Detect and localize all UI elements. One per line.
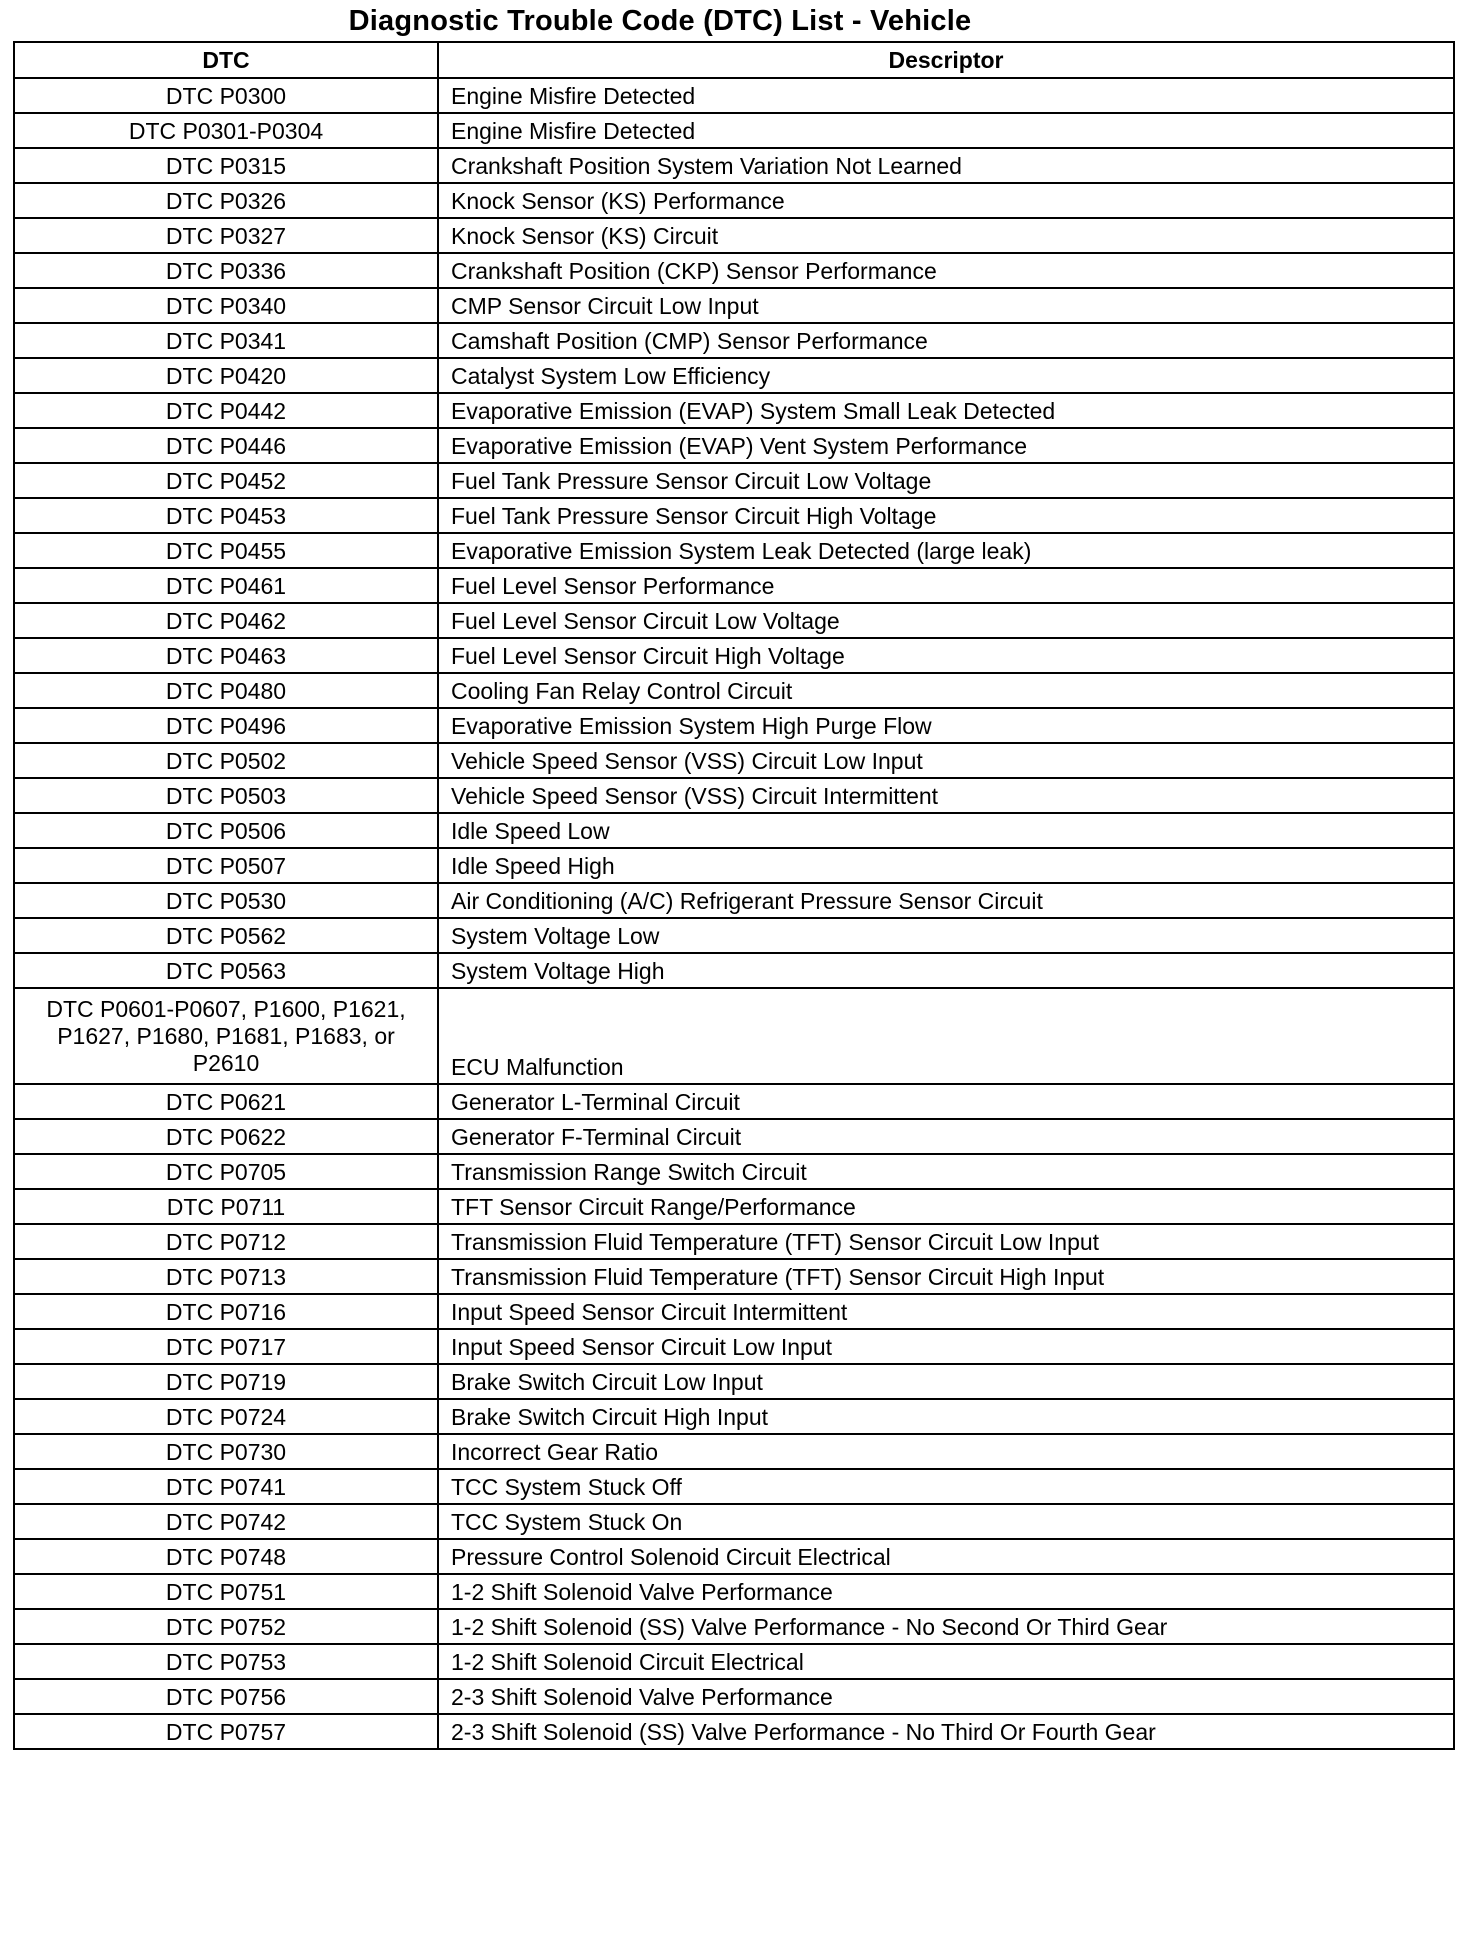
- table-row: [14, 708, 1454, 743]
- table-row: [14, 1644, 1454, 1679]
- table-row: [14, 1224, 1454, 1259]
- dtc-code-cell: DTC P0452: [14, 463, 438, 498]
- dtc-descriptor-cell: Idle Speed High: [438, 848, 1454, 883]
- table-row: [14, 1434, 1454, 1469]
- dtc-descriptor-cell: TCC System Stuck Off: [438, 1469, 1454, 1504]
- dtc-descriptor-cell: Generator L-Terminal Circuit: [438, 1084, 1454, 1119]
- dtc-descriptor-cell: Camshaft Position (CMP) Sensor Performance: [438, 323, 1454, 358]
- table-row: [14, 78, 1454, 113]
- dtc-descriptor-cell: Catalyst System Low Efficiency: [438, 358, 1454, 393]
- dtc-descriptor-cell: Transmission Range Switch Circuit: [438, 1154, 1454, 1189]
- page-title: Diagnostic Trouble Code (DTC) List - Vehicle: [348, 5, 972, 37]
- dtc-descriptor-cell: Input Speed Sensor Circuit Low Input: [438, 1329, 1454, 1364]
- table-row: [14, 1469, 1454, 1504]
- dtc-code-cell: DTC P0717: [14, 1329, 438, 1364]
- table-body: [14, 78, 1454, 1749]
- dtc-code-cell: DTC P0621: [14, 1084, 438, 1119]
- dtc-descriptor-cell: Fuel Level Sensor Circuit High Voltage: [438, 638, 1454, 673]
- dtc-code-cell: DTC P0496: [14, 708, 438, 743]
- dtc-code-cell: DTC P0711: [14, 1189, 438, 1224]
- dtc-code-cell: DTC P0446: [14, 428, 438, 463]
- dtc-descriptor-cell: Generator F-Terminal Circuit: [438, 1119, 1454, 1154]
- dtc-code-cell: DTC P0340: [14, 288, 438, 323]
- dtc-descriptor-cell: CMP Sensor Circuit Low Input: [438, 288, 1454, 323]
- dtc-code-cell: DTC P0705: [14, 1154, 438, 1189]
- table-row: [14, 1189, 1454, 1224]
- table-row: [14, 1574, 1454, 1609]
- table-row: [14, 183, 1454, 218]
- dtc-code-cell: DTC P0463: [14, 638, 438, 673]
- dtc-code-cell: DTC P0752: [14, 1609, 438, 1644]
- dtc-descriptor-cell: 1-2 Shift Solenoid Circuit Electrical: [438, 1644, 1454, 1679]
- table-row: [14, 883, 1454, 918]
- table-row: [14, 358, 1454, 393]
- dtc-descriptor-cell: Incorrect Gear Ratio: [438, 1434, 1454, 1469]
- dtc-code-cell: DTC P0461: [14, 568, 438, 603]
- dtc-code-cell: DTC P0719: [14, 1364, 438, 1399]
- dtc-code-cell: DTC P0716: [14, 1294, 438, 1329]
- table-row: [14, 1329, 1454, 1364]
- table-row: [14, 778, 1454, 813]
- table-row: [14, 533, 1454, 568]
- dtc-code-cell: DTC P0562: [14, 918, 438, 953]
- dtc-descriptor-cell: Pressure Control Solenoid Circuit Electrical: [438, 1539, 1454, 1574]
- dtc-descriptor-cell: 1-2 Shift Solenoid Valve Performance: [438, 1574, 1454, 1609]
- dtc-code-cell: DTC P0315: [14, 148, 438, 183]
- dtc-code-cell: DTC P0506: [14, 813, 438, 848]
- table-row: [14, 148, 1454, 183]
- dtc-descriptor-cell: Knock Sensor (KS) Performance: [438, 183, 1454, 218]
- dtc-code-cell: DTC P0455: [14, 533, 438, 568]
- dtc-code-cell: DTC P0420: [14, 358, 438, 393]
- dtc-descriptor-cell: Engine Misfire Detected: [438, 78, 1454, 113]
- table-row: [14, 1364, 1454, 1399]
- dtc-code-cell: DTC P0530: [14, 883, 438, 918]
- dtc-code-cell: DTC P0502: [14, 743, 438, 778]
- dtc-code-cell: DTC P0442: [14, 393, 438, 428]
- table-row: [14, 1154, 1454, 1189]
- dtc-code-cell: DTC P0622: [14, 1119, 438, 1154]
- dtc-descriptor-cell: Air Conditioning (A/C) Refrigerant Pressure Sensor Circuit: [438, 883, 1454, 918]
- dtc-code-cell: DTC P0713: [14, 1259, 438, 1294]
- dtc-descriptor-cell: Vehicle Speed Sensor (VSS) Circuit Low Input: [438, 743, 1454, 778]
- dtc-code-cell: DTC P0751: [14, 1574, 438, 1609]
- dtc-descriptor-cell: Evaporative Emission (EVAP) System Small Leak Detected: [438, 393, 1454, 428]
- dtc-descriptor-cell: Engine Misfire Detected: [438, 113, 1454, 148]
- dtc-descriptor-cell: Knock Sensor (KS) Circuit: [438, 218, 1454, 253]
- dtc-code-cell: DTC P0742: [14, 1504, 438, 1539]
- dtc-descriptor-cell: Crankshaft Position (CKP) Sensor Performance: [438, 253, 1454, 288]
- table-row: [14, 813, 1454, 848]
- column-header-dtc: DTC: [14, 42, 438, 78]
- dtc-code-cell: DTC P0480: [14, 673, 438, 708]
- dtc-descriptor-cell: Input Speed Sensor Circuit Intermittent: [438, 1294, 1454, 1329]
- dtc-descriptor-cell: Fuel Level Sensor Circuit Low Voltage: [438, 603, 1454, 638]
- table-row: [14, 673, 1454, 708]
- dtc-descriptor-cell: Vehicle Speed Sensor (VSS) Circuit Intermittent: [438, 778, 1454, 813]
- dtc-code-cell: DTC P0326: [14, 183, 438, 218]
- dtc-descriptor-cell: Evaporative Emission System Leak Detected (large leak): [438, 533, 1454, 568]
- table-row: [14, 1609, 1454, 1644]
- dtc-code-cell: DTC P0563: [14, 953, 438, 988]
- table-row: [14, 743, 1454, 778]
- table-row: [14, 323, 1454, 358]
- dtc-table: [13, 41, 1455, 1750]
- table-row: [14, 498, 1454, 533]
- dtc-descriptor-cell: TFT Sensor Circuit Range/Performance: [438, 1189, 1454, 1224]
- dtc-code-cell: DTC P0301-P0304: [14, 113, 438, 148]
- dtc-descriptor-cell: 2-3 Shift Solenoid (SS) Valve Performance - No Third Or Fourth Gear: [438, 1714, 1454, 1749]
- dtc-descriptor-cell: Brake Switch Circuit High Input: [438, 1399, 1454, 1434]
- table-row: [14, 253, 1454, 288]
- dtc-code-cell: DTC P0757: [14, 1714, 438, 1749]
- dtc-descriptor-cell: Crankshaft Position System Variation Not Learned: [438, 148, 1454, 183]
- dtc-code-cell: DTC P0336: [14, 253, 438, 288]
- dtc-code-cell: DTC P0453: [14, 498, 438, 533]
- dtc-code-cell: DTC P0327: [14, 218, 438, 253]
- dtc-descriptor-cell: Brake Switch Circuit Low Input: [438, 1364, 1454, 1399]
- dtc-code-cell: DTC P0741: [14, 1469, 438, 1504]
- table-row: [14, 113, 1454, 148]
- dtc-code-cell: DTC P0601-P0607, P1600, P1621, P1627, P1680, P1681, P1683, or P2610: [14, 988, 438, 1084]
- dtc-descriptor-cell: System Voltage Low: [438, 918, 1454, 953]
- table-row: [14, 848, 1454, 883]
- dtc-code-cell: DTC P0730: [14, 1434, 438, 1469]
- table-row: [14, 1714, 1454, 1749]
- column-header-descriptor: Descriptor: [438, 42, 1454, 78]
- dtc-descriptor-cell: 2-3 Shift Solenoid Valve Performance: [438, 1679, 1454, 1714]
- dtc-descriptor-cell: ECU Malfunction: [438, 988, 1454, 1084]
- dtc-descriptor-cell: 1-2 Shift Solenoid (SS) Valve Performance - No Second Or Third Gear: [438, 1609, 1454, 1644]
- table-row: [14, 638, 1454, 673]
- table-row: [14, 1679, 1454, 1714]
- table-row: [14, 1119, 1454, 1154]
- table-row: [14, 918, 1454, 953]
- table-row: [14, 1084, 1454, 1119]
- dtc-code-cell: DTC P0748: [14, 1539, 438, 1574]
- dtc-code-cell: DTC P0724: [14, 1399, 438, 1434]
- table-row: [14, 288, 1454, 323]
- table-row: [14, 988, 1454, 1084]
- table-row: [14, 218, 1454, 253]
- table-row: [14, 603, 1454, 638]
- dtc-code-cell: DTC P0507: [14, 848, 438, 883]
- table-row: [14, 428, 1454, 463]
- table-row: [14, 393, 1454, 428]
- table-row: [14, 953, 1454, 988]
- table-row: [14, 463, 1454, 498]
- table-row: [14, 1294, 1454, 1329]
- table-row: [14, 568, 1454, 603]
- dtc-descriptor-cell: Fuel Level Sensor Performance: [438, 568, 1454, 603]
- dtc-descriptor-cell: System Voltage High: [438, 953, 1454, 988]
- dtc-code-cell: DTC P0503: [14, 778, 438, 813]
- dtc-descriptor-cell: Evaporative Emission System High Purge Flow: [438, 708, 1454, 743]
- dtc-descriptor-cell: Idle Speed Low: [438, 813, 1454, 848]
- dtc-descriptor-cell: Fuel Tank Pressure Sensor Circuit High Voltage: [438, 498, 1454, 533]
- table-row: [14, 1539, 1454, 1574]
- table-row: [14, 1259, 1454, 1294]
- table-row: [14, 1504, 1454, 1539]
- dtc-code-cell: DTC P0341: [14, 323, 438, 358]
- dtc-descriptor-cell: Transmission Fluid Temperature (TFT) Sensor Circuit High Input: [438, 1259, 1454, 1294]
- dtc-code-cell: DTC P0712: [14, 1224, 438, 1259]
- dtc-descriptor-cell: Fuel Tank Pressure Sensor Circuit Low Voltage: [438, 463, 1454, 498]
- table-header-row: [14, 42, 1454, 78]
- dtc-code-cell: DTC P0756: [14, 1679, 438, 1714]
- dtc-code-cell: DTC P0300: [14, 78, 438, 113]
- dtc-descriptor-cell: Evaporative Emission (EVAP) Vent System Performance: [438, 428, 1454, 463]
- dtc-descriptor-cell: Cooling Fan Relay Control Circuit: [438, 673, 1454, 708]
- dtc-code-cell: DTC P0462: [14, 603, 438, 638]
- table-row: [14, 1399, 1454, 1434]
- dtc-descriptor-cell: TCC System Stuck On: [438, 1504, 1454, 1539]
- dtc-code-cell: DTC P0753: [14, 1644, 438, 1679]
- dtc-descriptor-cell: Transmission Fluid Temperature (TFT) Sensor Circuit Low Input: [438, 1224, 1454, 1259]
